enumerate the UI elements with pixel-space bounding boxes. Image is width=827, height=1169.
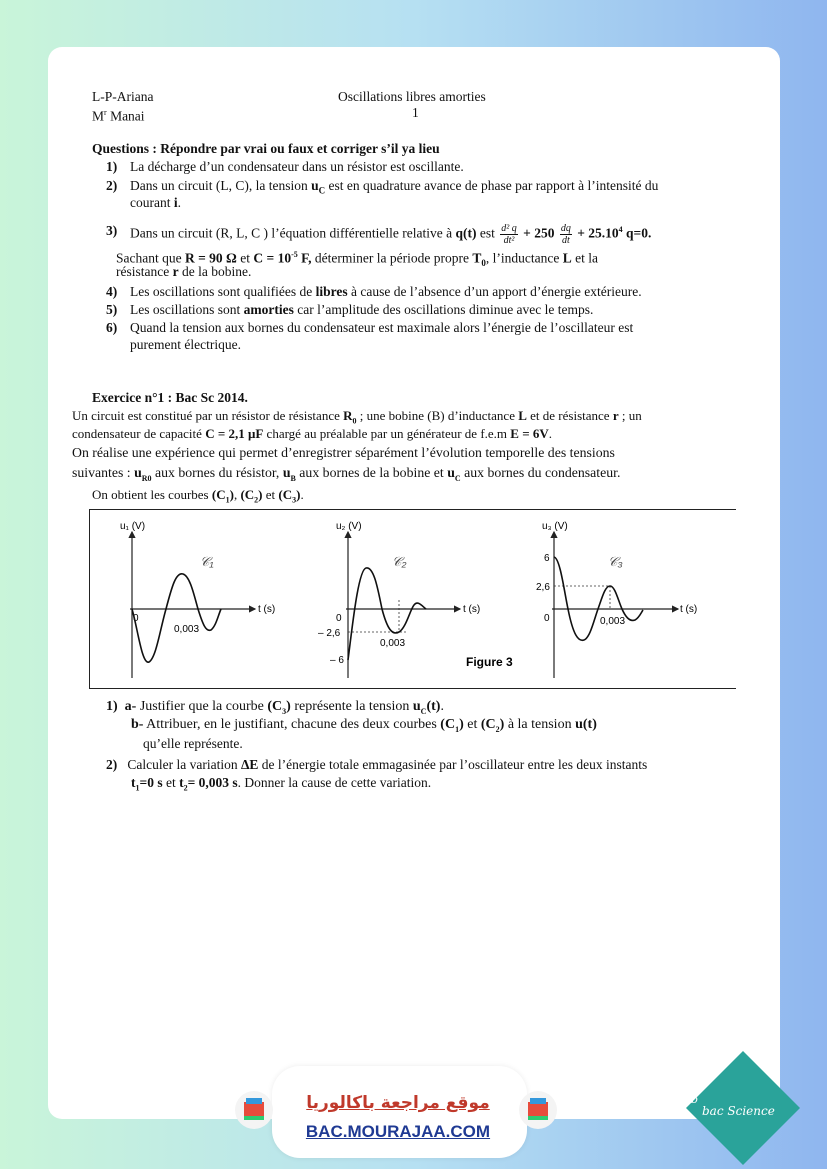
graph-3 bbox=[536, 521, 697, 678]
exercise-paragraph-4: suivantes : $u_{R0}$ aux bornes du résistor, $u_B$ aux bornes de la bobine et $u_C$ aux bornes du condensateur. bbox=[72, 465, 621, 483]
graph-1 bbox=[120, 521, 275, 678]
graph-1-ylabel: u₁ (V) bbox=[120, 521, 146, 532]
questions-heading: Questions : Répondre par vrai ou faux et corriger s’il ya lieu bbox=[92, 141, 440, 156]
exercise-paragraph-1: Un circuit est constitué par un résistor de résistance $R_0$ ; une bobine (B) d’inductance L et de résistance r ; un bbox=[72, 408, 642, 426]
graph-1-xlabel: t (s) bbox=[258, 604, 276, 615]
question-2-number: 2) bbox=[106, 178, 118, 193]
figure-3-graphs bbox=[90, 510, 736, 688]
footer-arabic-site-name[interactable]: موقع مراجعة باكالوريا bbox=[306, 1093, 490, 1113]
question-3-number: 3) bbox=[106, 223, 118, 238]
question-6-line2: purement électrique. bbox=[130, 337, 241, 352]
exercise-paragraph-5: On obtient les courbes $(C_1)$, $(C_2)$ et $(C_3)$. bbox=[92, 487, 304, 505]
book-mascot-left-icon bbox=[232, 1080, 276, 1140]
question-3-equation: Dans un circuit (R, L, C ) l’équation différentielle relative à q(t) est $\frac{\text{d² q}}{\text{dt²}}$ + 250 $\frac{dq}{dt}$ + $25.10^4$ q=0. bbox=[130, 222, 652, 246]
document-title: Oscillations libres amorties bbox=[338, 89, 486, 104]
task-2-line2: $t_1=0$ s et $t_2= 0,003$ s. Donner la cause de cette variation. bbox=[131, 775, 432, 793]
graph-1-curve bbox=[132, 574, 221, 662]
graph-3-y1: 6 bbox=[544, 553, 550, 564]
question-6-number: 6) bbox=[106, 320, 118, 335]
exercise-paragraph-3: On réalise une expérience qui permet d’enregistrer séparément l’évolution temporelle des tensions bbox=[72, 445, 615, 460]
teacher-name: $M^r$ Manai bbox=[92, 108, 145, 124]
task-1b-line2: qu’elle représente. bbox=[143, 736, 243, 751]
graph-2-origin: 0 bbox=[336, 613, 342, 624]
graph-3-curve bbox=[554, 557, 643, 640]
graph-2-tick: 0,003 bbox=[380, 638, 406, 649]
task-1a: 1) a- Justifier que la courbe $(C_3)$ représente la tension $u_C(t)$. bbox=[106, 699, 444, 716]
question-5-text: Les oscillations sont amorties car l’amplitude des oscillations diminue avec le temps. bbox=[130, 302, 594, 317]
page-number: 1 bbox=[412, 105, 419, 120]
question-2-line1: Dans un circuit (L, C), la tension $u_C$ est en quadrature avance de phase par rapport à l’intensité du bbox=[130, 178, 659, 196]
bac-science-logo bbox=[684, 1049, 802, 1167]
question-5-number: 5) bbox=[106, 302, 118, 317]
graph-2-curve-label: 𝒞₂ bbox=[392, 554, 407, 569]
logo-b: b bbox=[691, 1093, 699, 1106]
graph-2-y2: – 6 bbox=[330, 655, 344, 666]
task-1b: b- Attribuer, en le justifiant, chacune des deux courbes $(C_1)$ et $(C_2)$ à la tension u(t) bbox=[131, 717, 597, 734]
question-3-line3: résistance r de la bobine. bbox=[116, 264, 252, 279]
question-2-line2: courant i. bbox=[130, 195, 181, 210]
graph-2-ylabel: u₂ (V) bbox=[336, 521, 362, 532]
question-3-line2: Sachant que R = 90 Ω et $C = 10^{-5}$ F, déterminer la période propre $T_0$, l’inductance L et la bbox=[116, 250, 598, 269]
graph-3-y2: 2,6 bbox=[536, 582, 550, 593]
graph-3-ylabel: u₃ (V) bbox=[542, 521, 568, 532]
question-1-number: 1) bbox=[106, 159, 118, 174]
school-name: L-P-Ariana bbox=[92, 89, 154, 104]
exercise-heading: Exercice n°1 : Bac Sc 2014. bbox=[92, 390, 248, 405]
question-1-text: La décharge d’un condensateur dans un résistor est oscillante. bbox=[130, 159, 464, 174]
book-mascot-right-icon bbox=[516, 1080, 560, 1140]
logo-text: bac Science bbox=[702, 1104, 775, 1118]
question-4-text: Les oscillations sont qualifiées de libres à cause de l’absence d’un apport d’énergie extérieure. bbox=[130, 284, 642, 299]
task-2-line1: 2) Calculer la variation ΔE de l’énergie totale emmagasinée par l’oscillateur entre les deux instants bbox=[106, 757, 648, 772]
graph-3-curve-label: 𝒞₃ bbox=[608, 554, 623, 569]
footer-site-link[interactable]: BAC.MOURAJAA.COM bbox=[305, 1122, 491, 1141]
figure-3-frame bbox=[89, 509, 736, 689]
graph-2-xlabel: t (s) bbox=[463, 604, 481, 615]
exercise-paragraph-2: condensateur de capacité C = 2,1 μF chargé au préalable par un générateur de f.e.m E = 6V. bbox=[72, 426, 553, 441]
question-6-line1: Quand la tension aux bornes du condensateur est maximale alors l’énergie de l’oscillateur est bbox=[130, 320, 634, 335]
graph-3-xlabel: t (s) bbox=[680, 604, 698, 615]
graph-1-curve-label: 𝒞₁ bbox=[200, 554, 214, 569]
graph-2-y1: – 2,6 bbox=[318, 628, 341, 639]
graph-1-tick: 0,003 bbox=[174, 624, 200, 635]
graph-1-origin: 0 bbox=[133, 613, 139, 624]
question-4-number: 4) bbox=[106, 284, 118, 299]
graph-2 bbox=[318, 521, 480, 678]
graph-3-tick: 0,003 bbox=[600, 616, 626, 627]
figure-caption: Figure 3 bbox=[466, 655, 513, 669]
graph-3-origin: 0 bbox=[544, 613, 550, 624]
